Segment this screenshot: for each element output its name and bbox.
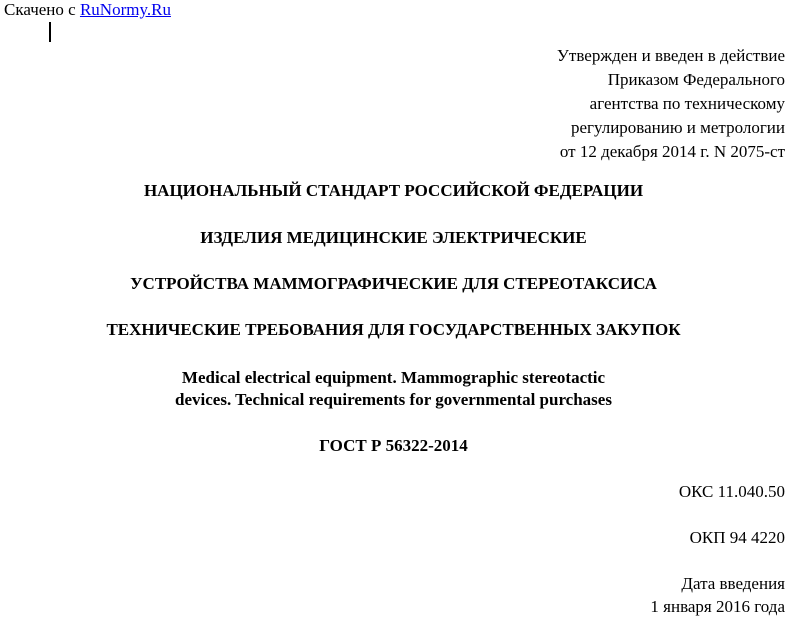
approval-block [557,44,785,164]
introduction-date-label: Дата введения [681,574,785,593]
english-title-line-1: Medical electrical equipment. Mammographic stereotactic [181,368,606,387]
approval-line: Утвержден и введен в действие [556,46,785,65]
title-line-3: ТЕХНИЧЕСКИЕ ТРЕБОВАНИЯ ДЛЯ ГОСУДАРСТВЕННЫХ ЗАКУПОК [106,320,681,339]
source-line [4,0,171,20]
approval-line: агентства по техническому [589,94,785,113]
source-link[interactable]: RuNormy.Ru [79,0,171,19]
okp-code: ОКП 94 4220 [689,528,785,547]
text-cursor [49,22,51,42]
title-line-1: ИЗДЕЛИЯ МЕДИЦИНСКИЕ ЭЛЕКТРИЧЕСКИЕ [200,228,587,247]
approval-line: регулированию и метрологии [570,118,785,137]
national-standard-heading: НАЦИОНАЛЬНЫЙ СТАНДАРТ РОССИЙСКОЙ ФЕДЕРАЦИИ [143,181,644,200]
introduction-date-block [650,572,785,618]
english-title [0,367,787,411]
approval-line: Приказом Федерального [607,70,785,89]
approval-line: от 12 декабря 2014 г. N 2075-ст [559,142,785,161]
english-title-line-2: devices. Technical requirements for governmental purchases [175,390,612,409]
introduction-date-value: 1 января 2016 года [650,597,785,616]
standard-number: ГОСТ Р 56322-2014 [319,436,468,455]
title-line-2: УСТРОЙСТВА МАММОГРАФИЧЕСКИЕ ДЛЯ СТЕРЕОТАКСИСА [130,274,657,293]
source-prefix: Скачено с [4,0,80,19]
oks-code: ОКС 11.040.50 [678,482,785,501]
